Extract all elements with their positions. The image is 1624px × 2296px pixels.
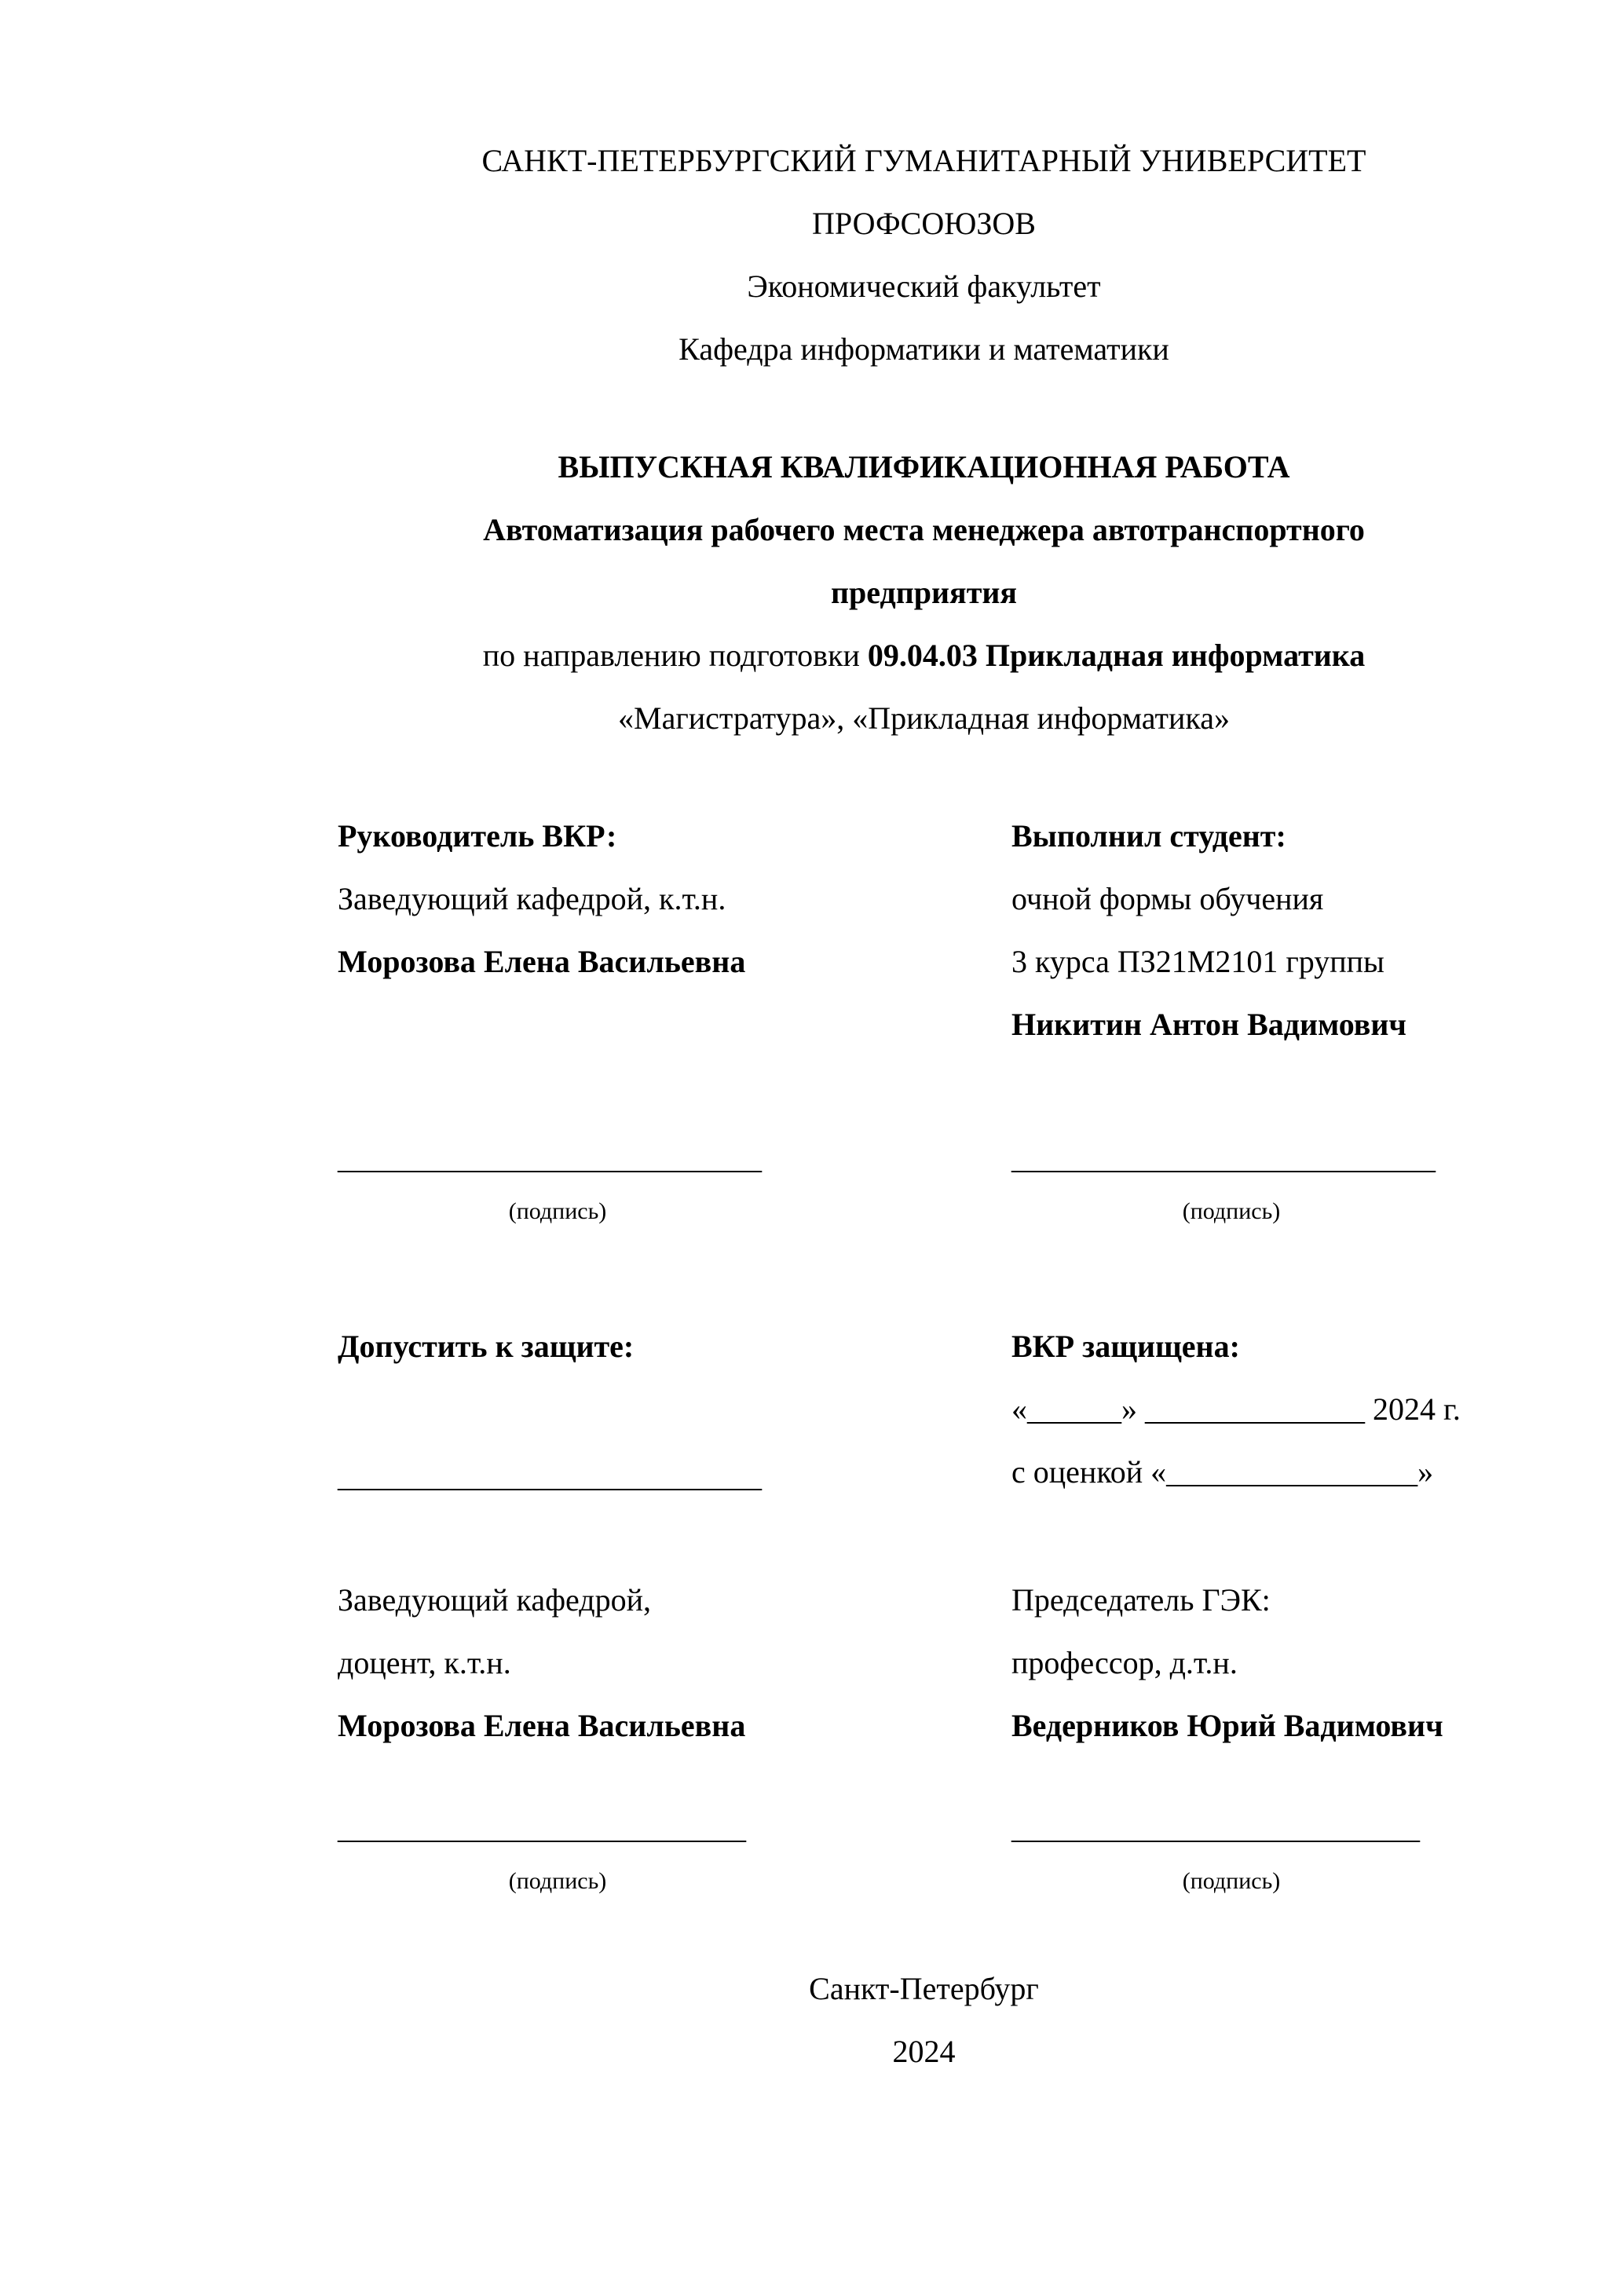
work-type-title: ВЫПУСКНАЯ КВАЛИФИКАЦИОННАЯ РАБОТА <box>558 449 1290 484</box>
study-direction-line <box>338 624 1510 687</box>
student-signature-line: ___________________________ <box>1011 1140 1436 1175</box>
document-footer <box>338 1958 1510 2083</box>
supervisor-signature-caption: (подпись) <box>508 1198 607 1224</box>
committee-chair-column <box>1011 1569 1510 1757</box>
head-signature-caption: (подпись) <box>508 1868 607 1894</box>
student-column <box>1011 805 1510 1056</box>
head-signature-line: __________________________ <box>338 1810 746 1845</box>
supervisor-column <box>338 805 1011 993</box>
chair-heading: Председатель ГЭК: <box>1011 1582 1271 1618</box>
defense-column <box>1011 1315 1510 1504</box>
chair-signature-caption: (подпись) <box>1182 1868 1281 1894</box>
faculty-name: Экономический факультет <box>747 269 1101 304</box>
study-direction-prefix: по направлению подготовки <box>482 638 868 673</box>
supervisor-position: Заведующий кафедрой, к.т.н. <box>338 881 726 916</box>
head-position-line2: доцент, к.т.н. <box>338 1645 511 1680</box>
signature-row-2 <box>338 1797 1510 1903</box>
title-block <box>338 436 1510 750</box>
supervisor-name: Морозова Елена Васильевна <box>338 944 746 979</box>
supervisor-signature-block <box>338 1127 777 1233</box>
head-signature-block <box>338 1797 777 1903</box>
footer-year: 2024 <box>892 2034 956 2069</box>
chair-signature-line: __________________________ <box>1011 1810 1420 1845</box>
document-header <box>338 130 1510 381</box>
student-signature-block <box>1011 1127 1451 1233</box>
supervisor-heading: Руководитель ВКР: <box>338 818 617 854</box>
department-name: Кафедра информатики и математики <box>678 331 1169 367</box>
head-name: Морозова Елена Васильевна <box>338 1708 746 1743</box>
student-group: 3 курса ПЗ21М2101 группы <box>1011 944 1384 979</box>
admission-heading: Допустить к защите: <box>338 1329 635 1364</box>
student-name: Никитин Антон Вадимович <box>1011 1007 1406 1042</box>
chair-name: Ведерников Юрий Вадимович <box>1011 1708 1443 1743</box>
university-name-line2: ПРОФСОЮЗОВ <box>812 206 1036 241</box>
supervisor-signature-line: ___________________________ <box>338 1140 762 1175</box>
footer-city: Санкт-Петербург <box>809 1971 1039 2006</box>
defense-section <box>338 1315 1510 1508</box>
people-info-section <box>338 805 1510 1056</box>
admission-signature-line: ___________________________ <box>338 1458 762 1493</box>
university-name-line1: САНКТ-ПЕТЕРБУРГСКИЙ ГУМАНИТАРНЫЙ УНИВЕРСИТЕТ <box>481 143 1366 178</box>
signature-row-1 <box>338 1127 1510 1233</box>
chair-position: профессор, д.т.н. <box>1011 1645 1238 1680</box>
head-of-department-column <box>338 1569 1011 1757</box>
student-study-form: очной формы обучения <box>1011 881 1324 916</box>
student-signature-caption: (подпись) <box>1182 1198 1281 1224</box>
chair-signature-block <box>1011 1797 1451 1903</box>
work-topic-line1: Автоматизация рабочего места менеджера автотранспортного <box>483 512 1365 547</box>
admission-column <box>338 1315 1011 1508</box>
defense-heading: ВКР защищена: <box>1011 1329 1240 1364</box>
defense-grade-line: с оценкой «________________» <box>1011 1454 1434 1490</box>
defense-date-line: «______» ______________ 2024 г. <box>1011 1391 1461 1427</box>
study-program: «Магистратура», «Прикладная информатика» <box>618 700 1230 736</box>
document-content <box>338 130 1510 2083</box>
head-position-line1: Заведующий кафедрой, <box>338 1582 652 1618</box>
work-topic-line2: предприятия <box>830 575 1018 610</box>
study-direction-code: 09.04.03 Прикладная информатика <box>867 638 1366 673</box>
officials-section <box>338 1569 1510 1757</box>
student-heading: Выполнил студент: <box>1011 818 1286 854</box>
